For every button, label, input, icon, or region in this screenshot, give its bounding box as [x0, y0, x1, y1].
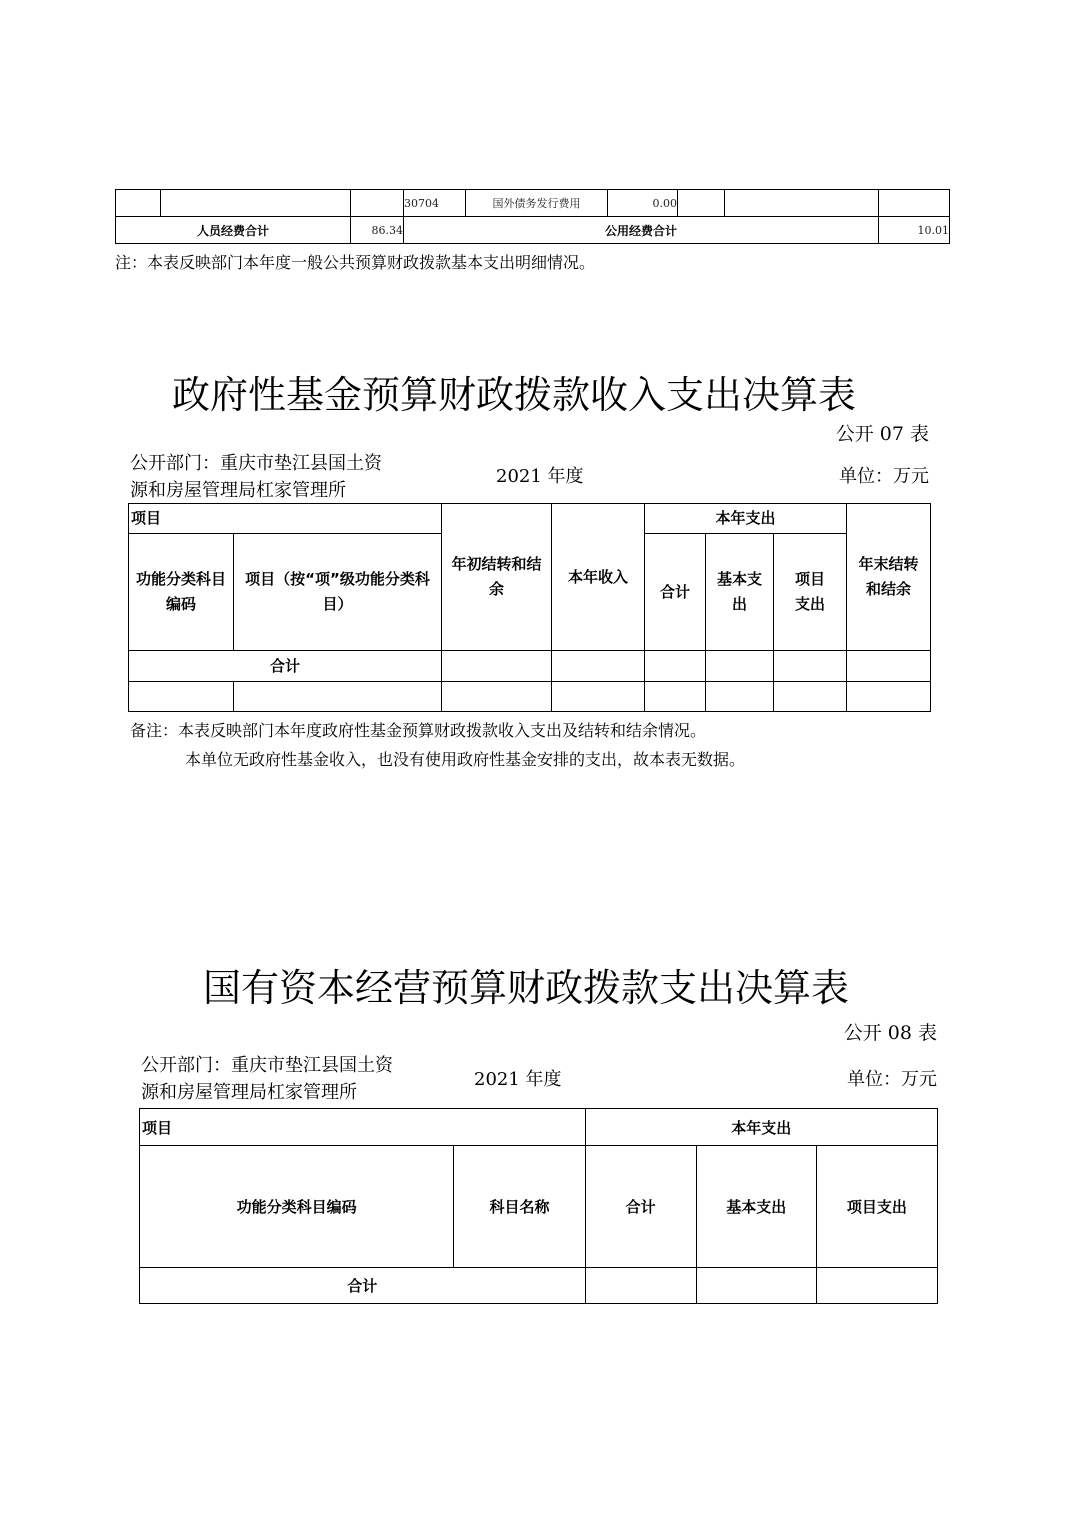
page-title: 国有资本经营预算财政拨款支出决算表	[203, 966, 850, 1010]
header-total: 合计	[585, 1146, 696, 1268]
header-func-code: 功能分类科目编码	[140, 1146, 454, 1268]
total-row-label: 合计	[140, 1268, 586, 1304]
header-func-code: 功能分类科目编码	[129, 534, 234, 651]
cell	[725, 190, 879, 217]
cell	[847, 682, 931, 712]
page-title: 政府性基金预算财政拨款收入支出决算表	[172, 373, 857, 417]
state-capital-table	[139, 1108, 938, 1304]
cell	[879, 190, 950, 217]
cell	[678, 190, 725, 217]
table-row	[129, 504, 931, 534]
cell	[552, 682, 645, 712]
department-line-1: 公开部门：重庆市垫江县国土资	[141, 1055, 393, 1076]
table-note	[130, 716, 745, 774]
cell	[696, 1268, 816, 1304]
header-end-balance: 年末结转和结余	[847, 504, 931, 651]
department-line-2: 源和房屋管理局杠家管理所	[141, 1082, 357, 1103]
header-basic: 基本支出	[696, 1146, 816, 1268]
fragment-note: 注：本表反映部门本年度一般公共预算财政拨款基本支出明细情况。	[115, 253, 596, 272]
cell	[129, 682, 234, 712]
cell	[774, 651, 847, 682]
table-code: 公开 07 表	[835, 423, 929, 445]
total-row-label: 合计	[129, 651, 442, 682]
fiscal-year: 2021 年度	[496, 466, 584, 487]
header-project: 项目	[140, 1109, 586, 1146]
unit-label: 单位：万元	[847, 1069, 937, 1090]
header-project: 项目	[129, 504, 442, 534]
note-line-1: 备注：本表反映部门本年度政府性基金预算财政拨款收入支出及结转和结余情况。	[130, 721, 707, 740]
gov-fund-table	[128, 503, 931, 712]
cell	[234, 682, 442, 712]
public-total-label: 公用经费合计	[404, 217, 879, 244]
personnel-total-value: 86.34	[351, 217, 404, 244]
department-label	[141, 1052, 393, 1106]
table-row	[129, 682, 931, 712]
cell	[552, 651, 645, 682]
note-line-2: 本单位无政府性基金收入，也没有使用政府性基金安排的支出，故本表无数据。	[185, 750, 746, 769]
cell	[816, 1268, 937, 1304]
header-item-name: 项目（按“项”级功能分类科目）	[234, 534, 442, 651]
cell	[645, 651, 706, 682]
fiscal-year: 2021 年度	[474, 1069, 562, 1090]
cell	[774, 682, 847, 712]
expense-detail-table-fragment	[115, 189, 950, 244]
header-project-exp: 项目支出	[774, 534, 847, 651]
unit-label: 单位：万元	[839, 466, 929, 487]
cell	[351, 190, 404, 217]
header-begin-balance: 年初结转和结余	[442, 504, 552, 651]
header-current-income: 本年收入	[552, 504, 645, 651]
table-row	[129, 651, 931, 682]
header-total: 合计	[645, 534, 706, 651]
table-row	[140, 1268, 938, 1304]
cell	[645, 682, 706, 712]
expense-code-cell: 30704	[404, 190, 466, 217]
table-code: 公开 08 表	[843, 1022, 937, 1044]
header-basic: 基本支出	[706, 534, 774, 651]
cell	[706, 651, 774, 682]
header-current-expense: 本年支出	[585, 1109, 937, 1146]
cell	[847, 651, 931, 682]
header-current-expense: 本年支出	[645, 504, 847, 534]
header-project-exp: 项目支出	[816, 1146, 937, 1268]
cell	[116, 190, 161, 217]
header-subject-name: 科目名称	[454, 1146, 585, 1268]
department-label	[130, 450, 382, 504]
department-line-2: 源和房屋管理局杠家管理所	[130, 480, 346, 501]
cell	[442, 651, 552, 682]
table-row	[140, 1146, 938, 1268]
cell	[161, 190, 351, 217]
table-row	[116, 217, 950, 244]
cell	[585, 1268, 696, 1304]
expense-name-cell: 国外债务发行费用	[466, 190, 608, 217]
department-line-1: 公开部门：重庆市垫江县国土资	[130, 453, 382, 474]
personnel-total-label: 人员经费合计	[116, 217, 351, 244]
cell	[442, 682, 552, 712]
public-total-value: 10.01	[879, 217, 950, 244]
table-row	[140, 1109, 938, 1146]
cell	[706, 682, 774, 712]
expense-amount-cell: 0.00	[608, 190, 678, 217]
table-row	[116, 190, 950, 217]
